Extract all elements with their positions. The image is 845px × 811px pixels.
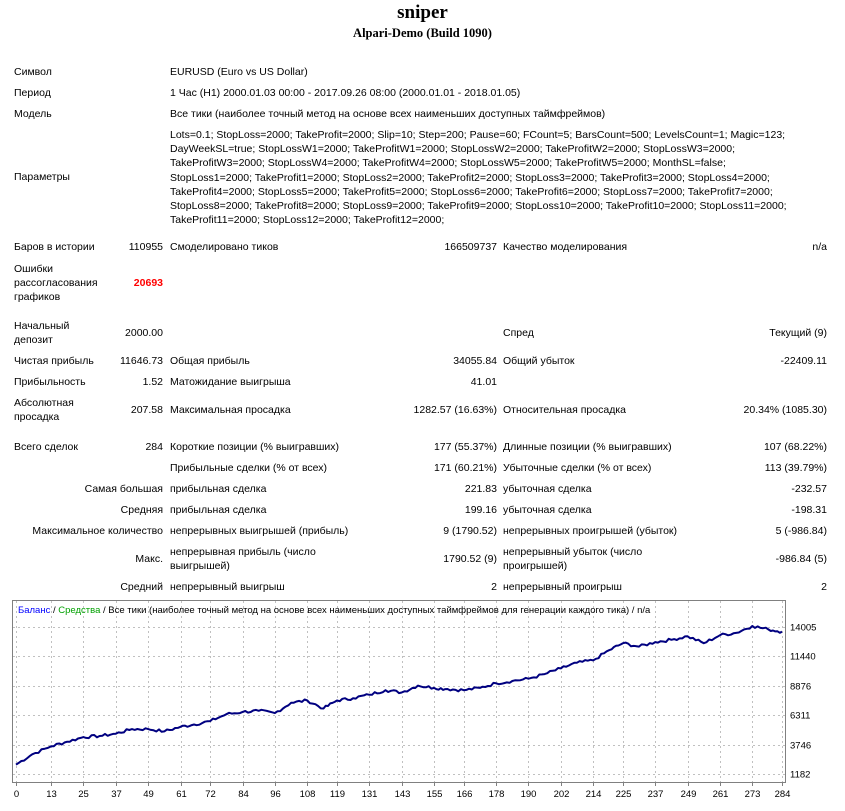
- largest-loss-value: -232.57: [791, 483, 827, 495]
- model-label: Модель: [14, 108, 52, 120]
- long-value: 107 (68.22%): [763, 441, 827, 453]
- errors-label: рассогласования: [14, 277, 98, 289]
- profit-trades-label: Прибыльные сделки (% от всех): [170, 462, 328, 474]
- legend-item: n/a: [637, 605, 651, 616]
- ticks-value: 166509737: [444, 241, 497, 253]
- chart-legend: [18, 605, 651, 616]
- max-cons-loss-value: -986.84 (5): [775, 553, 827, 565]
- x-tick-label: 143: [394, 789, 411, 800]
- chart-x-axis: [14, 782, 791, 800]
- legend-item: Средства: [58, 605, 101, 616]
- average-loss-label: убыточная сделка: [503, 504, 592, 516]
- average-label: Средняя: [120, 504, 163, 516]
- short-value: 177 (55.37%): [433, 441, 497, 453]
- loss-trades-value: 113 (39.79%): [764, 462, 827, 474]
- x-tick-label: 155: [426, 789, 443, 800]
- chart-y-axis: [790, 623, 816, 781]
- profit-trades-value: 171 (60.21%): [433, 462, 497, 474]
- profit-factor-value: 1.52: [142, 376, 163, 388]
- x-tick-label: 108: [299, 789, 316, 800]
- net-profit-value: 11646.73: [119, 355, 163, 367]
- rel-dd-label: Относительная просадка: [503, 404, 626, 416]
- x-tick-label: 84: [238, 789, 249, 800]
- x-tick-label: 61: [176, 789, 187, 800]
- params-line: DayWeekSL=true; StopLossW1=2000; TakeProfitW1=2000; StopLossW2=2000; TakeProfitW2=2000; StopLossW3=2000;: [170, 143, 736, 156]
- max-cons-losses-label: непрерывных проигрышей (убыток): [503, 525, 678, 537]
- x-tick-label: 119: [329, 789, 346, 800]
- x-tick-label: 13: [46, 789, 57, 800]
- legend-item: Все тики (наиболее точный метод на основе всех наименьших доступных таймфреймов для генерации каждого тика): [108, 605, 630, 616]
- legend-text: Баланс / Средства / Все тики (наиболее точный метод на основе всех наименьших доступных таймфреймов для генерации каждого тика) / n/a: [18, 605, 651, 616]
- total-trades-label: Всего сделок: [14, 441, 78, 453]
- errors-label: графиков: [14, 291, 61, 303]
- bars-label: Баров в истории: [14, 241, 95, 253]
- x-tick-label: 249: [680, 789, 697, 800]
- x-tick-label: 25: [78, 789, 89, 800]
- x-tick-label: 237: [647, 789, 664, 800]
- y-tick-label: 6311: [790, 710, 811, 722]
- balance-line: [16, 626, 782, 765]
- average-profit-value: 199.16: [464, 504, 497, 516]
- x-tick-label: 202: [553, 789, 570, 800]
- quality-value: n/a: [812, 241, 827, 253]
- y-tick-label: 11440: [790, 651, 816, 663]
- ticks-label: Смоделировано тиков: [170, 241, 279, 253]
- deposit-value: 2000.00: [125, 327, 163, 339]
- y-tick-label: 1182: [790, 769, 811, 781]
- abs-dd-value: 207.58: [130, 404, 163, 416]
- largest-profit-value: 221.83: [464, 483, 497, 495]
- params-label: Параметры: [14, 171, 70, 183]
- loss-trades-label: Убыточные сделки (% от всех): [503, 462, 652, 474]
- x-tick-label: 49: [143, 789, 154, 800]
- avg-cons-losses-label: непрерывный проигрыш: [503, 581, 622, 593]
- profit-factor-label: Прибыльность: [14, 376, 86, 388]
- average-profit-label: прибыльная сделка: [170, 504, 267, 516]
- params-line: TakeProfit11=2000; StopLoss12=2000; TakeProfit12=2000;: [170, 214, 445, 227]
- chart-series: [16, 626, 782, 765]
- period-value: 1 Час (H1) 2000.01.03 00:00 - 2017.09.26 08:00 (2000.01.01 - 2018.01.05): [170, 87, 521, 99]
- period-label: Период: [14, 87, 51, 99]
- max-cons-wins-value: 9 (1790.52): [443, 525, 497, 537]
- gross-profit-value: 34055.84: [453, 355, 497, 367]
- max-cons-loss-label: непрерывный убыток (число: [503, 546, 643, 558]
- params-line: TakeProfit4=2000; StopLoss5=2000; TakeProfit5=2000; StopLoss6=2000; TakeProfit6=2000; StopLoss7=2000; TakeProfit7=2000;: [170, 185, 773, 198]
- short-label: Короткие позиции (% выигравших): [170, 441, 340, 453]
- x-tick-label: 178: [488, 789, 505, 800]
- max-cons-losses-value: 5 (-986.84): [775, 525, 827, 537]
- errors-value: 20693: [133, 277, 163, 289]
- net-profit-label: Чистая прибыль: [14, 355, 94, 367]
- abs-dd-label: Абсолютная: [14, 397, 74, 409]
- payoff-label: Матожидание выигрыша: [170, 376, 291, 388]
- model-value: Все тики (наиболее точный метод на основе всех наименьших доступных таймфреймов): [170, 108, 606, 120]
- max-cons-profit-value: 1790.52 (9): [443, 553, 497, 565]
- y-tick-label: 3746: [790, 740, 812, 752]
- params-line: StopLoss1=2000; TakeProfit1=2000; StopLoss2=2000; TakeProfit2=2000; StopLoss3=2000; TakeProfit3=2000; StopLoss4=2000;: [170, 171, 770, 184]
- x-tick-label: 131: [361, 789, 378, 800]
- bars-value: 110955: [128, 241, 163, 253]
- x-tick-label: 284: [774, 789, 791, 800]
- symbol-label: Символ: [14, 66, 52, 78]
- abs-dd-label: просадка: [14, 411, 60, 423]
- deposit-label: депозит: [14, 334, 53, 346]
- max-dd-value: 1282.57 (16.63%): [413, 404, 497, 416]
- errors-label: Ошибки: [14, 263, 53, 275]
- params-line: Lots=0.1; StopLoss=2000; TakeProfit=2000; Slip=10; Step=200; Pause=60; FCount=5; BarsCount=500; LevelsCount=1; Magic=123;: [170, 129, 786, 141]
- chart-grid: [13, 601, 785, 782]
- max-cons-profit-label: непрерывная прибыль (число: [170, 546, 316, 558]
- long-label: Длинные позиции (% выигравших): [503, 441, 672, 453]
- deposit-label: Начальный: [14, 320, 70, 332]
- rel-dd-value: 20.34% (1085.30): [743, 404, 827, 416]
- average-loss-value: -198.31: [791, 504, 827, 516]
- spread-value: Текущий (9): [769, 327, 827, 339]
- max-dd-label: Максимальная просадка: [170, 404, 291, 416]
- largest-label: Самая большая: [84, 483, 163, 495]
- total-trades-value: 284: [145, 441, 163, 453]
- legend-item: Баланс: [18, 605, 51, 616]
- avg-cons-wins-label: непрерывный выигрыш: [170, 581, 285, 593]
- gross-profit-label: Общая прибыль: [170, 355, 250, 367]
- gross-loss-value: -22409.11: [780, 355, 827, 367]
- largest-profit-label: прибыльная сделка: [170, 483, 267, 495]
- payoff-value: 41.01: [470, 376, 497, 388]
- report-subtitle: Alpari-Demo (Build 1090): [353, 26, 492, 40]
- x-tick-label: 190: [520, 789, 537, 800]
- gross-loss-label: Общий убыток: [503, 355, 575, 367]
- max-cons-loss-label: проигрышей): [503, 560, 568, 572]
- spread-label: Спред: [503, 327, 534, 339]
- y-tick-label: 8876: [790, 681, 812, 693]
- params-line: TakeProfitW3=2000; StopLossW4=2000; TakeProfitW4=2000; StopLossW5=2000; TakeProfitW5=2000; MonthSL=false;: [170, 157, 726, 170]
- symbol-value: EURUSD (Euro vs US Dollar): [170, 66, 308, 78]
- x-tick-label: 273: [744, 789, 761, 800]
- x-tick-label: 37: [111, 789, 122, 800]
- avg-label: Средний: [120, 581, 163, 593]
- x-tick-label: 225: [615, 789, 632, 800]
- avg-cons-wins-value: 2: [491, 581, 497, 593]
- max-count-label: Максимальное количество: [32, 525, 163, 537]
- x-tick-label: 72: [205, 789, 216, 800]
- largest-loss-label: убыточная сделка: [503, 483, 592, 495]
- x-tick-label: 0: [13, 789, 20, 800]
- max-label: Макс.: [135, 553, 163, 565]
- report-title: sniper: [397, 2, 448, 23]
- y-tick-label: 14005: [790, 622, 817, 634]
- x-tick-label: 166: [456, 789, 473, 800]
- avg-cons-losses-value: 2: [821, 581, 827, 593]
- max-cons-profit-label: выигрышей): [170, 560, 230, 572]
- x-tick-label: 96: [270, 789, 281, 800]
- params-line: StopLoss8=2000; TakeProfit8=2000; StopLoss9=2000; TakeProfit9=2000; StopLoss10=2000; TakeProfit10=2000; StopLoss11=2000;: [170, 200, 787, 213]
- x-tick-label: 214: [585, 789, 602, 800]
- x-tick-label: 261: [712, 789, 729, 800]
- max-cons-wins-label: непрерывных выигрышей (прибыль): [170, 525, 349, 537]
- quality-label: Качество моделирования: [503, 241, 628, 253]
